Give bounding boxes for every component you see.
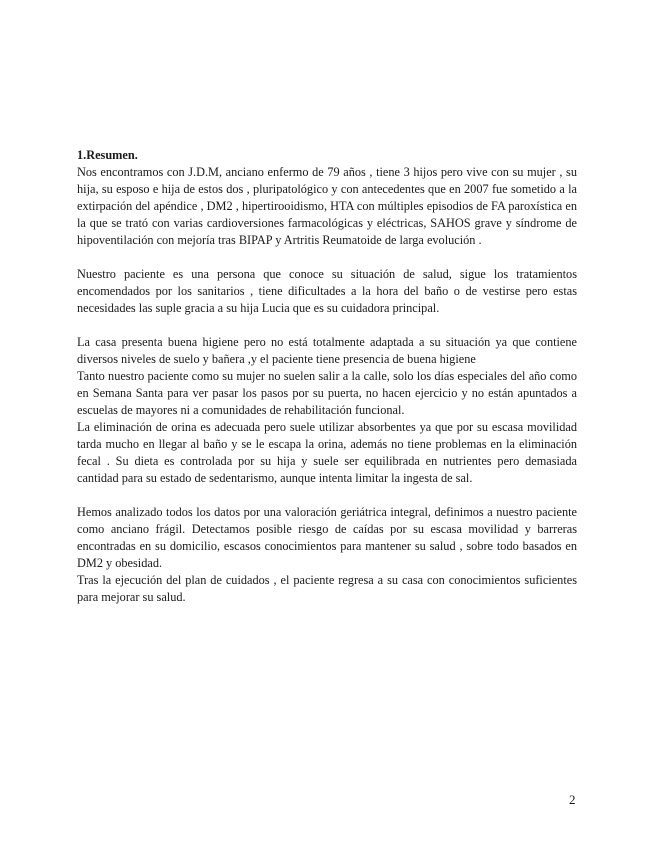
- paragraph-home-conditions: La casa presenta buena higiene pero no está totalmente adaptada a su situación ya que contiene diversos niveles de suelo y bañera ,y el paciente tiene presencia de buena higiene: [77, 335, 577, 366]
- paragraph-activity: Tanto nuestro paciente como su mujer no suelen salir a la calle, solo los días especiales del año como en Semana Santa para ver pasar los pasos por su puerta, no hacen ejercicio y no están apuntados a escuelas de mayores ni a comunidades de rehabilitación funcional.: [77, 369, 577, 417]
- paragraph-outcome: Tras la ejecución del plan de cuidados , el paciente regresa a su casa con conocimientos suficientes para mejorar su salud.: [77, 573, 577, 604]
- document-body: [77, 147, 577, 606]
- page-number: 2: [569, 792, 576, 807]
- paragraph-gap: [77, 249, 577, 266]
- paragraph-patient-history: Nos encontramos con J.D.M, anciano enfermo de 79 años , tiene 3 hijos pero vive con su mujer , su hija, su esposo e hija de estos dos , pluripatológico y con antecedentes que en 2007 fue sometido a la extirpación del apéndice , DM2 , hipertirooidismo, HTA con múltiples episodios de FA paroxística en la que se trató con varias cardioversiones farmacológicas y eléctricas, SAHOS grave y síndrome de hipoventilación con mejoría tras BIPAP y Artritis Reumatoide de larga evolución .: [77, 165, 577, 247]
- section-heading: 1.Resumen.: [77, 148, 138, 162]
- paragraph-assessment: Hemos analizado todos los datos por una valoración geriátrica integral, definimos a nuestro paciente como anciano frágil. Detectamos posible riesgo de caídas por su escasa movilidad y barreras encontradas en su domicilio, escasos conocimientos para mantener su salud , sobre todo basados en DM2 y obesidad.: [77, 505, 577, 570]
- paragraph-patient-situation: Nuestro paciente es una persona que conoce su situación de salud, sigue los tratamientos encomendados por los sanitarios , tiene dificultades a la hora del baño o de vestirse pero estas necesidades las suple gracia a su hija Lucia que es su cuidadora principal.: [77, 267, 577, 315]
- paragraph-gap: [77, 487, 577, 504]
- paragraph-elimination-diet: La eliminación de orina es adecuada pero suele utilizar absorbentes ya que por su escasa movilidad tarda mucho en llegar al baño y se le escapa la orina, además no tiene problemas en la eliminación fecal . Su dieta es controlada por su hija y suele ser equilibrada en nutrientes pero demasiada cantidad para su estado de sedentarismo, aunque intenta limitar la ingesta de sal.: [77, 420, 577, 485]
- paragraph-gap: [77, 317, 577, 334]
